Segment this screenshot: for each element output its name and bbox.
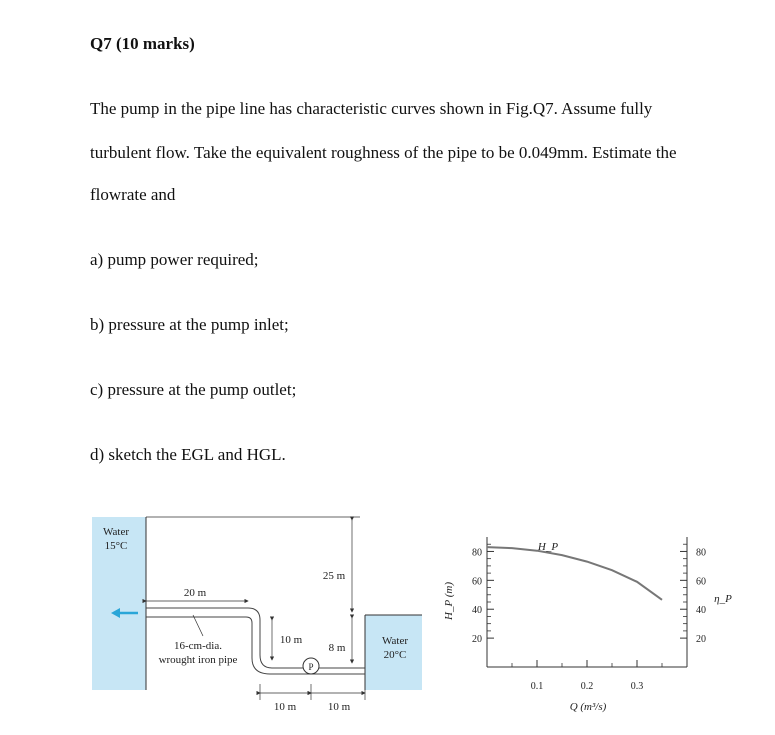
question-title: Q7 (10 marks) bbox=[90, 34, 195, 53]
chart-curve-label: H_P bbox=[537, 541, 559, 553]
pipeline-schematic bbox=[92, 517, 422, 713]
pipe-label-line2: wrought iron pipe bbox=[158, 654, 238, 666]
chart-x-label: Q (m³/s) bbox=[569, 701, 607, 713]
y-tick-label-left: 60 bbox=[472, 576, 482, 588]
y-tick-label-right: 20 bbox=[696, 634, 706, 646]
chart-y-label-left: H_P (m) bbox=[443, 582, 455, 620]
part-a: a) pump power required; bbox=[90, 250, 259, 269]
intro-line-2: turbulent flow. Take the equivalent roughness of the pipe to be 0.049mm. Estimate the bbox=[90, 143, 677, 162]
part-c: c) pressure at the pump outlet; bbox=[90, 380, 297, 399]
dim-bottom-left: 10 m bbox=[273, 701, 297, 713]
dim-upper-pipe: 20 m bbox=[183, 587, 207, 599]
pump-symbol: P bbox=[308, 662, 314, 672]
dim-bottom-right: 10 m bbox=[327, 701, 351, 713]
y-tick-label-right: 60 bbox=[696, 576, 706, 588]
left-reservoir-label: Water bbox=[103, 526, 129, 538]
y-tick-label-right: 80 bbox=[696, 547, 706, 559]
chart-y-label-right: η_P bbox=[714, 593, 732, 605]
part-d: d) sketch the EGL and HGL. bbox=[90, 445, 286, 464]
left-reservoir-temp: 15°C bbox=[104, 540, 128, 552]
x-tick-label: 0.2 bbox=[580, 681, 594, 692]
y-tick-label-right: 40 bbox=[696, 605, 706, 617]
intro-line-3: flowrate and bbox=[90, 185, 176, 204]
y-tick-label-left: 80 bbox=[472, 547, 482, 559]
y-tick-label-left: 20 bbox=[472, 634, 482, 646]
dim-pump-depth: 8 m bbox=[328, 642, 346, 654]
series-line-hp bbox=[487, 547, 662, 600]
pipe-label-line1: 16-cm-dia. bbox=[174, 640, 222, 652]
dim-vertical-pipe: 10 m bbox=[279, 634, 303, 646]
part-b: b) pressure at the pump inlet; bbox=[90, 315, 289, 334]
y-tick-label-left: 40 bbox=[472, 605, 482, 617]
intro-line-1: The pump in the pipe line has characteristic curves shown in Fig.Q7. Assume fully bbox=[90, 99, 653, 118]
x-tick-label: 0.1 bbox=[530, 681, 544, 692]
pump-curve-chart bbox=[443, 537, 732, 713]
dim-elevation: 25 m bbox=[322, 570, 346, 582]
right-reservoir-temp: 20°C bbox=[383, 649, 407, 661]
right-reservoir-label: Water bbox=[382, 635, 408, 647]
x-tick-label: 0.3 bbox=[630, 681, 644, 692]
